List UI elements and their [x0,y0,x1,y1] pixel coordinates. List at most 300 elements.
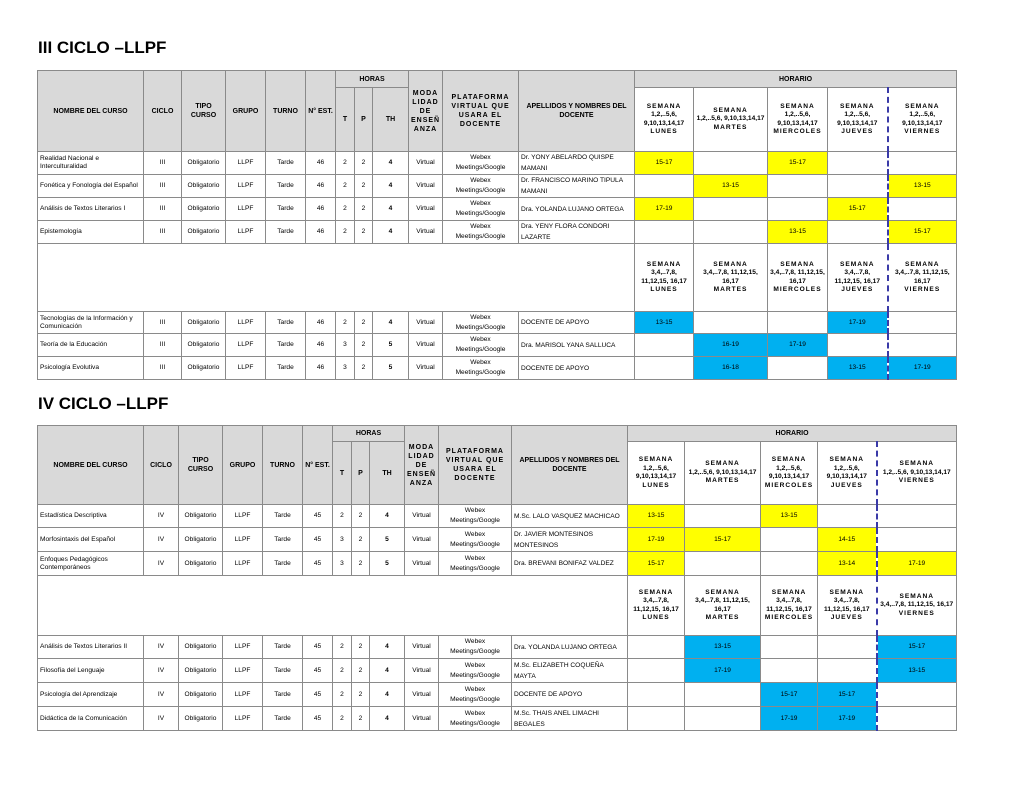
schedule-slot: 15-17 [628,552,685,576]
schedule-slot: 15-17 [828,198,888,221]
schedule-slot [828,175,888,198]
teacher-cell: Dr. FRANCISCO MARINO TIPULA MAMANI [519,175,635,198]
teacher-cell: M.Sc. THAIS ANEL LIMACHI BEGALES [512,707,628,731]
modalidad-cell: Virtual [405,659,439,683]
week-label: SEMANA [638,456,674,463]
turno-cell: Tarde [263,528,303,552]
nest-cell: 45 [303,636,333,659]
week-header [818,576,877,636]
header-t: T [336,88,355,152]
p-cell: 2 [355,175,373,198]
table-row [38,152,957,175]
day-name: LUNES [642,614,670,621]
schedule-slot [828,334,888,357]
th-cell: 4 [370,707,405,731]
schedule-slot [694,198,768,221]
day-name: JUEVES [830,481,863,489]
th-cell: 4 [373,152,409,175]
course-name: Realidad Nacional e Interculturalidad [38,152,144,175]
modalidad-cell: Virtual [409,175,443,198]
schedule-slot [685,683,761,707]
ciclo-cell: IV [144,505,179,528]
t-cell: 2 [336,175,355,198]
modalidad-cell: Virtual [409,334,443,357]
course-rows [38,636,957,731]
table-row [38,505,957,528]
tipo-cell: Obligatorio [182,312,226,334]
empty-band [38,244,635,312]
day-name: MARTES [713,286,748,293]
header-ciclo: CICLO [144,71,182,152]
schedule-slot [888,334,957,357]
table-row [38,221,957,244]
week-numbers: 3,4,..7,8, 11,12,15, 16,17 [695,597,750,613]
schedule-slot [694,312,768,334]
day-name: MIERCOLES [773,286,822,293]
table-row [38,175,957,198]
teacher-cell: M.Sc. LALO VASQUEZ MACHICAO [512,505,628,528]
course-name: Epistemología [38,221,144,244]
turno-cell: Tarde [263,707,303,731]
schedule-slot [888,152,957,175]
section-title: IV CICLO –LLPF [38,394,169,413]
modalidad-cell: Virtual [409,221,443,244]
schedule-slot [828,221,888,244]
header-tipo: TIPO CURSO [182,71,226,152]
platform-cell: Webex Meetings/Google [439,552,512,576]
ciclo-cell: III [144,175,182,198]
tipo-cell: Obligatorio [179,505,223,528]
turno-cell: Tarde [266,357,306,380]
tipo-cell: Obligatorio [179,528,223,552]
day-name: MIERCOLES [764,481,814,489]
schedule-slot [761,528,818,552]
day-name: VIERNES [904,286,941,293]
p-cell: 2 [352,505,370,528]
nest-cell: 45 [303,505,333,528]
week-label: SEMANA [839,102,875,110]
turno-cell: Tarde [266,175,306,198]
header-modalidad: MODA LIDAD DE ENSEÑ ANZA [409,71,443,152]
th-cell: 4 [373,198,409,221]
day-name: JUEVES [841,128,874,135]
header-grupo: GRUPO [226,71,266,152]
week-header [877,576,957,636]
nest-cell: 46 [306,334,336,357]
teacher-cell: Dr. YONY ABELARDO QUISPE MAMANI [519,152,635,175]
table-row [38,357,957,380]
grupo-cell: LLPF [226,198,266,221]
week-header [628,442,685,505]
header-plataforma: PLATAFORMA VIRTUAL QUE USARA EL DOCENTE [439,426,512,505]
ciclo-cell: III [144,221,182,244]
t-cell: 2 [336,312,355,334]
schedule-slot: 13-15 [694,175,768,198]
tipo-cell: Obligatorio [182,152,226,175]
schedule-slot [635,175,694,198]
nest-cell: 45 [303,552,333,576]
grupo-cell: LLPF [223,505,263,528]
week-header [888,244,957,312]
p-cell: 2 [352,528,370,552]
header-p: P [352,442,370,505]
table-row [38,552,957,576]
th-cell: 4 [370,659,405,683]
th-cell: 5 [373,357,409,380]
header-t: T [333,442,352,505]
table-row [38,312,957,334]
grupo-cell: LLPF [223,636,263,659]
week-header [628,576,685,636]
th-cell: 4 [373,221,409,244]
ciclo-cell: IV [144,659,179,683]
week-numbers: 1,2,..5,6, 9,10,13,14,17 [882,468,951,476]
week-numbers: 3,4,..7,8, 11,12,15, 16,17 [824,597,870,613]
course-name: Estadística Descriptiva [38,505,144,528]
schedule-slot [818,505,877,528]
p-cell: 2 [355,221,373,244]
week-label: SEMANA [780,260,815,268]
teacher-cell: DOCENTE DE APOYO [519,357,635,380]
schedule-slot: 15-17 [888,221,957,244]
schedule-slot [628,707,685,731]
t-cell: 2 [333,659,352,683]
course-name: Teoría de la Educación [38,334,144,357]
modalidad-cell: Virtual [409,312,443,334]
header-plataforma: PLATAFORMA VIRTUAL QUE USARA EL DOCENTE [443,71,519,152]
turno-cell: Tarde [263,659,303,683]
table-row [38,528,957,552]
week-numbers: 1,2,..5,6, 9,10,13,14,17 [826,464,867,480]
tipo-cell: Obligatorio [179,552,223,576]
schedule-slot [628,636,685,659]
week-header [635,88,694,152]
ciclo-cell: III [144,334,182,357]
day-name: MARTES [705,614,740,621]
schedule-slot [888,312,957,334]
schedule-table [37,70,957,380]
schedule-slot: 17-19 [818,707,877,731]
day-name: VIERNES [898,477,935,485]
th-cell: 4 [370,636,405,659]
nest-cell: 46 [306,175,336,198]
header-horas: HORAS [336,71,409,88]
platform-cell: Webex Meetings/Google [443,221,519,244]
modalidad-cell: Virtual [405,528,439,552]
t-cell: 2 [336,152,355,175]
schedule-slot: 17-19 [635,198,694,221]
week-numbers: 1,2,..5,6, 9,10,13,14,17 [635,464,677,480]
teacher-cell: Dra. YENY FLORA CONDORI LAZARTE [519,221,635,244]
schedule-slot: 13-14 [818,552,877,576]
week-label: SEMANA [713,106,748,114]
schedule-slot: 14-15 [818,528,877,552]
week-numbers: 3,4,..7,8, 11,12,15, 16,17 [880,601,954,609]
week-header [685,576,761,636]
week-numbers: 3,4,..7,8, 11,12,15, 16,17 [770,269,825,285]
nest-cell: 46 [306,221,336,244]
course-name: Análisis de Textos Literarios II [38,636,144,659]
platform-cell: Webex Meetings/Google [443,198,519,221]
modalidad-cell: Virtual [405,636,439,659]
t-cell: 2 [336,221,355,244]
schedule-slot [685,707,761,731]
th-cell: 4 [373,175,409,198]
schedule-slot [768,357,828,380]
header-horario: HORARIO [635,71,957,88]
week-label: SEMANA [899,592,935,600]
tipo-cell: Obligatorio [182,357,226,380]
week-header [694,244,768,312]
empty-band [38,576,628,636]
t-cell: 2 [333,636,352,659]
schedule-slot [635,357,694,380]
week-label: SEMANA [646,260,682,268]
week-label: SEMANA [771,456,807,463]
schedule-slot: 15-17 [768,152,828,175]
turno-cell: Tarde [266,198,306,221]
platform-cell: Webex Meetings/Google [443,334,519,357]
schedule-slot: 15-17 [877,636,957,659]
table-row [38,334,957,357]
teacher-cell: DOCENTE DE APOYO [512,683,628,707]
day-name: MIERCOLES [764,614,814,621]
turno-cell: Tarde [266,312,306,334]
tipo-cell: Obligatorio [179,707,223,731]
table-row [38,198,957,221]
nest-cell: 45 [303,528,333,552]
grupo-cell: LLPF [226,152,266,175]
platform-cell: Webex Meetings/Google [439,683,512,707]
schedule-slot [768,312,828,334]
schedule-slot [877,528,957,552]
platform-cell: Webex Meetings/Google [443,175,519,198]
week-label: SEMANA [780,102,815,110]
schedule-slot [635,334,694,357]
grupo-cell: LLPF [226,334,266,357]
tipo-cell: Obligatorio [179,683,223,707]
day-name: JUEVES [841,286,874,293]
teacher-cell: Dr. JAVIER MONTESINOS MONTESINOS [512,528,628,552]
teacher-cell: M.Sc. ELIZABETH COQUEÑA MAYTA [512,659,628,683]
modalidad-cell: Virtual [405,552,439,576]
tipo-cell: Obligatorio [182,198,226,221]
turno-cell: Tarde [266,221,306,244]
week-numbers: 1,2,..5,6, 9,10,13,14,17 [696,115,765,123]
teacher-cell: Dra. YOLANDA LUJANO ORTEGA [512,636,628,659]
week-numbers: 3,4,..7,8, 11,12,15, 16,17 [641,269,687,285]
header-th: TH [373,88,409,152]
teacher-cell: Dra. YOLANDA LUJANO ORTEGA [519,198,635,221]
p-cell: 2 [352,636,370,659]
week-label: SEMANA [899,460,935,468]
tipo-cell: Obligatorio [179,636,223,659]
ciclo-cell: III [144,357,182,380]
schedule-slot: 17-19 [685,659,761,683]
p-cell: 2 [352,552,370,576]
t-cell: 2 [333,683,352,707]
week-numbers: 3,4,..7,8, 11,12,15, 16,17 [633,597,679,613]
tipo-cell: Obligatorio [179,659,223,683]
header-nest: N° EST. [303,426,333,505]
course-name: Psicología Evolutiva [38,357,144,380]
week-numbers: 1,2,..5,6, 9,10,13,14,17 [643,111,685,127]
modalidad-cell: Virtual [409,198,443,221]
th-cell: 5 [373,334,409,357]
grupo-cell: LLPF [223,683,263,707]
modalidad-cell: Virtual [405,505,439,528]
schedule-slot [761,659,818,683]
course-name: Tecnologías de la Información y Comunicación [38,312,144,334]
teacher-cell: Dra. MARISOL YANA SALLUCA [519,334,635,357]
schedule-slot [685,552,761,576]
schedule-slot [828,152,888,175]
course-name: Didáctica de la Comunicación [38,707,144,731]
schedule-slot [877,505,957,528]
schedule-slot [694,221,768,244]
week-numbers: 1,2,..5,6, 9,10,13,14,17 [768,464,810,480]
platform-cell: Webex Meetings/Google [439,636,512,659]
header-horario: HORARIO [628,426,957,442]
day-name: VIERNES [904,128,941,135]
week-numbers: 1,2,..5,6, 9,10,13,14,17 [688,468,757,476]
ciclo-cell: IV [144,707,179,731]
platform-cell: Webex Meetings/Google [439,707,512,731]
course-rows [38,152,957,244]
header-turno: TURNO [266,71,306,152]
week-numbers: 3,4,..7,8, 11,12,15, 16,17 [703,269,758,285]
tipo-cell: Obligatorio [182,334,226,357]
grupo-cell: LLPF [223,552,263,576]
nest-cell: 45 [303,683,333,707]
week-header [828,88,888,152]
header-ciclo: CICLO [144,426,179,505]
week-label: SEMANA [646,102,682,110]
p-cell: 2 [355,198,373,221]
turno-cell: Tarde [266,334,306,357]
platform-cell: Webex Meetings/Google [443,152,519,175]
schedule-slot: 16-19 [694,334,768,357]
section-title: III CICLO –LLPF [38,38,167,57]
p-cell: 2 [352,683,370,707]
platform-cell: Webex Meetings/Google [443,312,519,334]
table-row [38,659,957,683]
schedule-slot [694,152,768,175]
schedule-slot [818,636,877,659]
teacher-cell: Dra. BREVANI BONIFAZ VALDEZ [512,552,628,576]
schedule-slot: 17-19 [761,707,818,731]
t-cell: 2 [336,198,355,221]
platform-cell: Webex Meetings/Google [443,357,519,380]
schedule-slot: 13-15 [888,175,957,198]
t-cell: 3 [336,334,355,357]
schedule-slot [761,636,818,659]
schedule-slot: 17-19 [828,312,888,334]
week-header [818,442,877,505]
course-name: Filosofía del Lenguaje [38,659,144,683]
day-name: MARTES [713,123,748,131]
schedule-table [37,425,957,731]
course-name: Análisis de Textos Literarios I [38,198,144,221]
grupo-cell: LLPF [226,312,266,334]
schedule-slot [877,707,957,731]
ciclo-cell: IV [144,636,179,659]
turno-cell: Tarde [266,152,306,175]
week-label: SEMANA [904,102,940,110]
schedule-slot: 17-19 [877,552,957,576]
week-header [761,576,818,636]
course-name: Morfosintaxis del Español [38,528,144,552]
schedule-slot: 15-17 [818,683,877,707]
week-header [877,442,957,505]
schedule-slot: 13-15 [768,221,828,244]
header-tipo: TIPO CURSO [179,426,223,505]
week-numbers: 1,2,..5,6, 9,10,13,14,17 [837,111,878,127]
modalidad-cell: Virtual [405,683,439,707]
th-cell: 4 [370,505,405,528]
schedule-slot [768,175,828,198]
course-name: Psicología del Aprendizaje [38,683,144,707]
week-label: SEMANA [638,588,674,596]
t-cell: 2 [333,707,352,731]
t-cell: 2 [333,505,352,528]
th-cell: 5 [370,552,405,576]
schedule-slot [888,198,957,221]
table-row [38,636,957,659]
course-rows [38,505,957,576]
header-docente: APELLIDOS Y NOMBRES DEL DOCENTE [512,426,628,505]
schedule-slot: 17-19 [628,528,685,552]
schedule-slot [818,659,877,683]
day-name: JUEVES [830,614,863,621]
week-label: SEMANA [829,588,865,596]
schedule-slot [877,683,957,707]
day-name: LUNES [642,481,670,489]
course-name: Enfoques Pedagógicos Contemporáneos [38,552,144,576]
header-grupo: GRUPO [223,426,263,505]
nest-cell: 45 [303,707,333,731]
nest-cell: 45 [303,659,333,683]
week-label: SEMANA [839,260,875,268]
platform-cell: Webex Meetings/Google [439,528,512,552]
schedule-slot: 13-15 [628,505,685,528]
p-cell: 2 [352,659,370,683]
tipo-cell: Obligatorio [182,221,226,244]
schedule-slot: 13-15 [685,636,761,659]
ciclo-cell: III [144,198,182,221]
day-name: MIERCOLES [773,128,822,135]
week-header [768,244,828,312]
table-row [38,683,957,707]
teacher-cell: DOCENTE DE APOYO [519,312,635,334]
schedule-slot: 13-15 [877,659,957,683]
week-header [768,88,828,152]
header-p: P [355,88,373,152]
modalidad-cell: Virtual [405,707,439,731]
week-header [888,88,957,152]
schedule-slot: 15-17 [685,528,761,552]
nest-cell: 46 [306,198,336,221]
week-header [828,244,888,312]
schedule-slot: 15-17 [761,683,818,707]
turno-cell: Tarde [263,505,303,528]
grupo-cell: LLPF [223,659,263,683]
schedule-slot [685,505,761,528]
day-name: MARTES [705,477,740,485]
modalidad-cell: Virtual [409,357,443,380]
t-cell: 3 [333,528,352,552]
schedule-slot [628,683,685,707]
